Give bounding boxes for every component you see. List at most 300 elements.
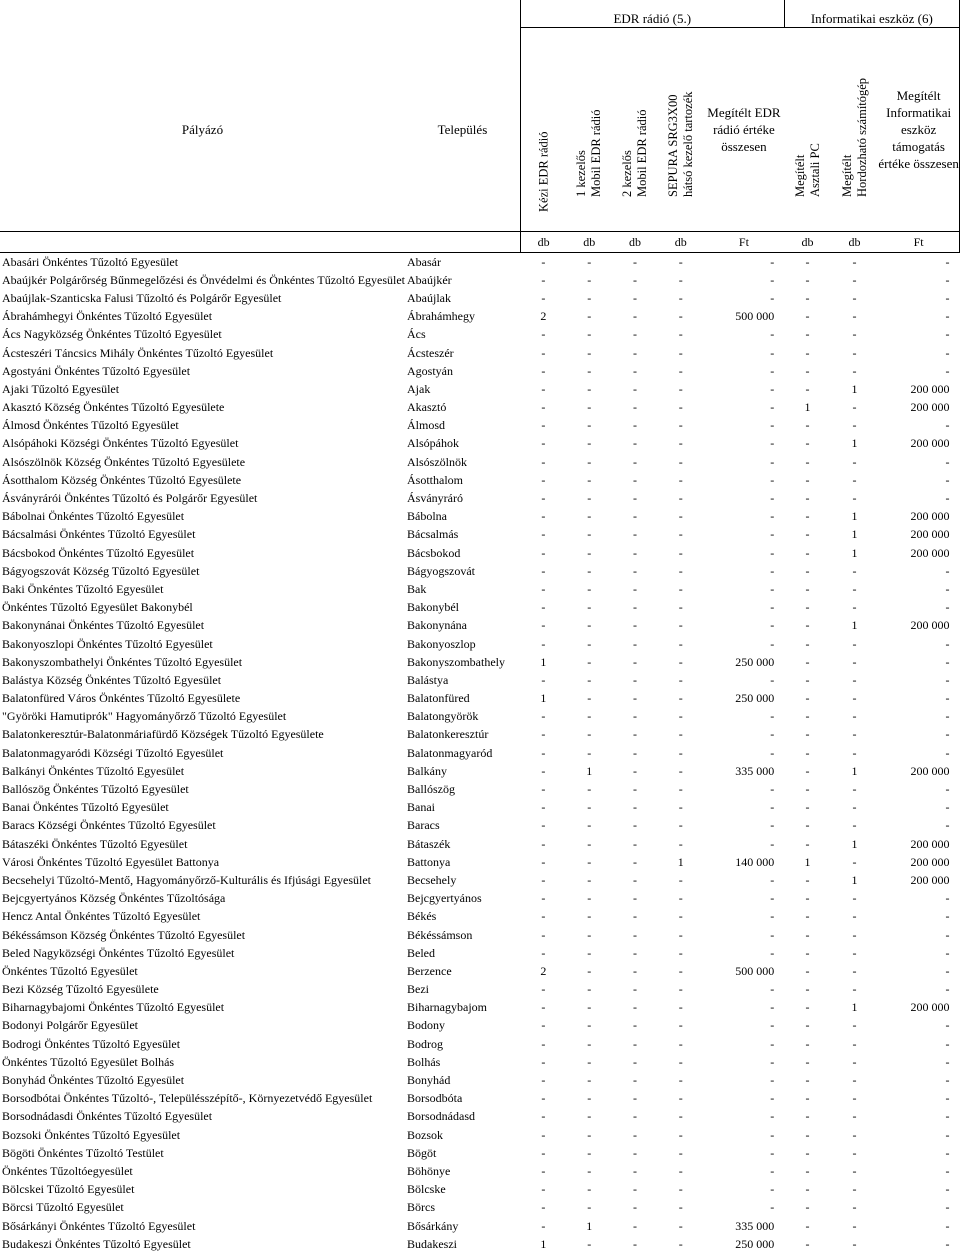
sepura-cell: - [678, 672, 683, 687]
settlement-cell: Békéssámson [407, 927, 473, 942]
desktop-pc-cell: - [805, 909, 810, 924]
handheld-edr-cell: - [541, 327, 546, 342]
table-row [0, 326, 960, 344]
mobile1-edr-cell: - [587, 909, 592, 924]
applicant-cell: Bölcskei Tűzoltó Egyesület [2, 1182, 135, 1197]
edr-total-cell: - [770, 1054, 775, 1069]
info-total-cell: - [945, 1109, 950, 1124]
laptop-cell: 1 [851, 381, 858, 396]
applicant-cell: Banai Önkéntes Tűzoltó Egyesület [2, 800, 169, 815]
edr-total-cell: - [770, 836, 775, 851]
settlement-cell: Bágyogszovát [407, 563, 476, 578]
desktop-pc-cell: - [805, 327, 810, 342]
desktop-pc-cell: - [805, 818, 810, 833]
mobile1-edr-cell: - [587, 800, 592, 815]
mobile2-edr-cell: - [632, 454, 637, 469]
desktop-pc-cell: - [805, 945, 810, 960]
applicant-cell: Börcsi Tűzoltó Egyesület [2, 1200, 124, 1215]
edr-total-cell: - [770, 872, 775, 887]
info-total-cell: 200 000 [910, 400, 950, 415]
sepura-cell: - [678, 1200, 683, 1215]
handheld-edr-cell: - [541, 1054, 546, 1069]
sepura-cell: - [678, 1182, 683, 1197]
table-row [0, 744, 960, 762]
laptop-cell: - [852, 491, 857, 506]
info-total-cell: - [945, 1163, 950, 1178]
mobile2-edr-cell: - [632, 727, 637, 742]
table-row [0, 1217, 960, 1235]
desktop-pc-cell: - [805, 454, 810, 469]
edr-total-cell: - [770, 1182, 775, 1197]
handheld-edr-cell: - [541, 982, 546, 997]
mobile2-edr-cell: - [632, 290, 637, 305]
sepura-cell: - [678, 927, 683, 942]
applicant-cell: Önkéntes Tűzoltó Egyesület Bolhás [2, 1054, 175, 1069]
edr-total-cell: - [770, 982, 775, 997]
sepura-cell: - [678, 891, 683, 906]
mobile1-edr-cell: - [587, 1145, 592, 1160]
applicant-cell: Agostyáni Önkéntes Tűzoltó Egyesület [2, 363, 191, 378]
desktop-pc-cell: - [805, 545, 810, 560]
laptop-cell: - [852, 1091, 857, 1106]
sepura-cell: - [678, 472, 683, 487]
laptop-cell: - [852, 945, 857, 960]
unit-row [0, 232, 960, 253]
desktop-pc-cell: - [805, 254, 810, 269]
mobile1-edr-cell: - [587, 381, 592, 396]
laptop-cell: 1 [851, 763, 858, 778]
mobile1-edr-cell: - [587, 691, 592, 706]
handheld-edr-cell: - [541, 1073, 546, 1088]
mobile1-edr-cell: - [587, 727, 592, 742]
laptop-cell: - [852, 1127, 857, 1142]
mobile2-edr-cell: - [632, 691, 637, 706]
laptop-cell: - [852, 1182, 857, 1197]
laptop-cell: - [852, 1073, 857, 1088]
applicant-cell: Bonyhád Önkéntes Tűzoltó Egyesület [2, 1073, 185, 1088]
mobile2-edr-cell: - [632, 891, 637, 906]
applicant-cell: Bácsalmási Önkéntes Tűzoltó Egyesület [2, 527, 196, 542]
edr-total-cell: - [770, 581, 775, 596]
info-total-cell: - [945, 472, 950, 487]
desktop-pc-cell: - [805, 763, 810, 778]
sepura-cell: - [678, 872, 683, 887]
table-row [0, 999, 960, 1017]
table-row [0, 1126, 960, 1144]
edr-total-cell: - [770, 1163, 775, 1178]
mobile1-edr-cell: 1 [586, 1218, 593, 1233]
info-total-cell: 200 000 [910, 836, 950, 851]
applicant-cell: Bejcgyertyános Község Önkéntes Tűzoltósága [2, 891, 226, 906]
handheld-edr-cell: - [541, 545, 546, 560]
table-row [0, 762, 960, 780]
sepura-cell: - [678, 800, 683, 815]
mobile1-edr-cell: - [587, 472, 592, 487]
edr-total-cell: - [770, 891, 775, 906]
desktop-pc-cell: - [805, 581, 810, 596]
settlement-cell: Borsodbóta [407, 1091, 463, 1106]
sepura-cell: - [678, 436, 683, 451]
applicant-cell: Baracs Községi Önkéntes Tűzoltó Egyesület [2, 818, 216, 833]
settlement-cell: Bakonybél [407, 600, 460, 615]
edr-total-cell: - [770, 909, 775, 924]
edr-total-cell: 335 000 [735, 763, 775, 778]
desktop-pc-cell: - [805, 418, 810, 433]
edr-total-cell: - [770, 1145, 775, 1160]
sepura-cell: - [678, 1018, 683, 1033]
applicant-cell: Ballószög Önkéntes Tűzoltó Egyesület [2, 782, 189, 797]
edr-total-cell: - [770, 545, 775, 560]
settlement-cell: Borsodnádasd [407, 1109, 476, 1124]
info-total-cell: - [945, 927, 950, 942]
mobile2-edr-cell: - [632, 1163, 637, 1178]
sepura-cell: - [678, 745, 683, 760]
mobile1-edr-cell: - [587, 818, 592, 833]
unit-cell: Ft [704, 232, 785, 253]
laptop-cell: - [852, 654, 857, 669]
mobile2-edr-cell: - [632, 1200, 637, 1215]
info-total-cell: - [945, 782, 950, 797]
applicant-cell: Önkéntes Tűzoltó Egyesület [2, 963, 138, 978]
handheld-edr-cell: - [541, 381, 546, 396]
mobile1-edr-cell: - [587, 400, 592, 415]
settlement-cell: Bak [407, 581, 427, 596]
sepura-cell: - [678, 1000, 683, 1015]
mobile2-edr-cell: - [632, 345, 637, 360]
settlement-cell: Bolhás [407, 1054, 441, 1069]
mobile2-edr-cell: - [632, 1018, 637, 1033]
sepura-cell: - [678, 327, 683, 342]
handheld-edr-cell: - [541, 509, 546, 524]
settlement-cell: Bejcgyertyános [407, 891, 482, 906]
table-body [0, 253, 960, 1254]
mobile1-edr-cell: 1 [586, 763, 593, 778]
mobile2-edr-cell: - [632, 418, 637, 433]
handheld-edr-cell: 1 [540, 1236, 547, 1251]
applicant-cell: Bábolnai Önkéntes Tűzoltó Egyesület [2, 509, 185, 524]
sepura-cell: - [678, 1145, 683, 1160]
desktop-pc-cell: - [805, 672, 810, 687]
laptop-cell: - [852, 254, 857, 269]
settlement-cell: Börcs [407, 1200, 436, 1215]
settlement-cell: Balatonmagyaród [407, 745, 493, 760]
mobile2-edr-cell: - [632, 1000, 637, 1015]
edr-total-cell: 500 000 [735, 963, 775, 978]
mobile1-edr-cell: - [587, 345, 592, 360]
sepura-cell: - [678, 363, 683, 378]
info-total-cell: 200 000 [910, 763, 950, 778]
mobile2-edr-cell: - [632, 381, 637, 396]
mobile2-edr-cell: - [632, 436, 637, 451]
table-row [0, 817, 960, 835]
sepura-cell: - [678, 982, 683, 997]
desktop-pc-cell: - [805, 1000, 810, 1015]
settlement-cell: Budakeszi [407, 1236, 458, 1251]
edr-total-cell: - [770, 327, 775, 342]
table-row [0, 926, 960, 944]
mobile1-edr-cell: - [587, 1182, 592, 1197]
desktop-pc-cell: - [805, 872, 810, 887]
edr-total-cell: - [770, 709, 775, 724]
mobile1-edr-cell: - [587, 1236, 592, 1251]
info-total-cell: - [945, 1127, 950, 1142]
info-total-cell: - [945, 1091, 950, 1106]
mobile2-edr-cell: - [632, 745, 637, 760]
table-row [0, 399, 960, 417]
info-total-cell: - [945, 909, 950, 924]
handheld-edr-cell: - [541, 763, 546, 778]
info-total-cell: - [945, 945, 950, 960]
mobile2-edr-cell: - [632, 963, 637, 978]
laptop-cell: - [852, 727, 857, 742]
info-total-cell: - [945, 1054, 950, 1069]
sepura-cell: - [678, 1091, 683, 1106]
desktop-pc-cell: - [805, 1091, 810, 1106]
sepura-cell: - [678, 1127, 683, 1142]
settlement-cell: Ásványráró [407, 491, 463, 506]
edr-total-cell: - [770, 600, 775, 615]
handheld-edr-cell: - [541, 672, 546, 687]
table-row [0, 962, 960, 980]
mobile1-edr-cell: - [587, 254, 592, 269]
mobile1-edr-cell: - [587, 491, 592, 506]
desktop-pc-cell: - [805, 436, 810, 451]
edr-total-cell: - [770, 636, 775, 651]
applicant-cell: Alsópáhoki Községi Önkéntes Tűzoltó Egyesület [2, 436, 239, 451]
table-row [0, 1181, 960, 1199]
settlement-cell: Battonya [407, 854, 451, 869]
table-row [0, 253, 960, 272]
desktop-pc-cell: - [805, 782, 810, 797]
settlement-cell: Bezi [407, 982, 430, 997]
table-row [0, 1053, 960, 1071]
mobile2-edr-cell: - [632, 782, 637, 797]
sepura-cell: 1 [677, 854, 684, 869]
edr-total-cell: - [770, 363, 775, 378]
laptop-cell: - [852, 563, 857, 578]
laptop-cell: - [852, 472, 857, 487]
applicant-cell: Becsehelyi Tűzoltó-Mentő, Hagyományőrző-Kulturális és Ifjúsági Egyesület [2, 872, 372, 887]
table-row [0, 471, 960, 489]
table-row [0, 890, 960, 908]
mobile1-edr-cell: - [587, 745, 592, 760]
handheld-edr-cell: - [541, 272, 546, 287]
mobile2-edr-cell: - [632, 836, 637, 851]
desktop-pc-cell: - [805, 691, 810, 706]
column-header-row [0, 28, 960, 232]
mobile2-edr-cell: - [632, 527, 637, 542]
table-row [0, 526, 960, 544]
mobile1-edr-cell: - [587, 945, 592, 960]
mobile1-edr-cell: - [587, 418, 592, 433]
handheld-edr-cell: - [541, 891, 546, 906]
handheld-edr-cell: - [541, 618, 546, 633]
desktop-pc-cell: - [805, 1182, 810, 1197]
handheld-edr-cell: - [541, 345, 546, 360]
edr-total-cell: - [770, 927, 775, 942]
handheld-edr-cell: - [541, 782, 546, 797]
applicant-cell: Városi Önkéntes Tűzoltó Egyesület Battonya [2, 854, 220, 869]
sepura-cell: - [678, 454, 683, 469]
laptop-cell: - [852, 927, 857, 942]
desktop-pc-cell: - [805, 527, 810, 542]
mobile1-edr-cell: - [587, 309, 592, 324]
edr-total-cell: - [770, 345, 775, 360]
mobile1-edr-cell: - [587, 545, 592, 560]
handheld-edr-cell: - [541, 563, 546, 578]
mobile2-edr-cell: - [632, 563, 637, 578]
desktop-pc-cell: - [805, 1073, 810, 1088]
desktop-pc-cell: - [805, 309, 810, 324]
sepura-cell: - [678, 381, 683, 396]
sepura-cell: - [678, 1036, 683, 1051]
mobile2-edr-cell: - [632, 1091, 637, 1106]
mobile1-edr-cell: - [587, 1018, 592, 1033]
info-total-cell: - [945, 800, 950, 815]
handheld-edr-cell: - [541, 472, 546, 487]
settlement-cell: Bakonyszombathely [407, 654, 505, 669]
table-row [0, 435, 960, 453]
handheld-edr-cell: - [541, 872, 546, 887]
sepura-cell: - [678, 709, 683, 724]
handheld-edr-cell: 1 [540, 691, 547, 706]
info-total-cell: 200 000 [910, 509, 950, 524]
settlement-cell: Ballószög [407, 782, 456, 797]
sepura-cell: - [678, 763, 683, 778]
mobile2-edr-cell: - [632, 1036, 637, 1051]
edr-total-cell: - [770, 618, 775, 633]
table-row [0, 653, 960, 671]
desktop-pc-cell: - [805, 1145, 810, 1160]
laptop-cell: - [852, 454, 857, 469]
handheld-edr-cell: - [541, 709, 546, 724]
sepura-cell: - [678, 545, 683, 560]
info-total-cell: - [945, 363, 950, 378]
unit-cell: db [612, 232, 658, 253]
laptop-cell: 1 [851, 1000, 858, 1015]
edr-total-cell: - [770, 1091, 775, 1106]
unit-cell: db [566, 232, 612, 253]
mobile1-edr-cell: - [587, 581, 592, 596]
edr-total-cell: - [770, 272, 775, 287]
settlement-cell: Bonyhád [407, 1073, 451, 1088]
edr-total-cell: 250 000 [735, 691, 775, 706]
edr-total-cell: - [770, 1127, 775, 1142]
sepura-cell: - [678, 309, 683, 324]
handheld-edr-cell: - [541, 945, 546, 960]
applicant-cell: Ács Nagyközség Önkéntes Tűzoltó Egyesület [2, 327, 222, 342]
info-total-cell: - [945, 418, 950, 433]
handheld-edr-cell: - [541, 727, 546, 742]
mobile1-edr-cell: - [587, 1163, 592, 1178]
unit-cell: db [831, 232, 878, 253]
settlement-cell: Alsópáhok [407, 436, 460, 451]
desktop-pc-cell: - [805, 1054, 810, 1069]
info-total-cell: - [945, 654, 950, 669]
laptop-cell: - [852, 418, 857, 433]
settlement-cell: Balatonfüred [407, 691, 470, 706]
edr-total-cell: - [770, 800, 775, 815]
info-total-cell: - [945, 254, 950, 269]
laptop-cell: 1 [851, 836, 858, 851]
applicant-cell: Békéssámson Község Önkéntes Tűzoltó Egyesület [2, 927, 246, 942]
mobile1-edr-cell: - [587, 272, 592, 287]
table-row [0, 1035, 960, 1053]
edr-total-cell: - [770, 472, 775, 487]
applicant-cell: Abasári Önkéntes Tűzoltó Egyesület [2, 254, 179, 269]
settlement-cell: Bábolna [407, 509, 448, 524]
edr-total-cell: - [770, 1073, 775, 1088]
desktop-pc-cell: - [805, 891, 810, 906]
settlement-cell: Balatongyörök [407, 709, 479, 724]
table-row [0, 726, 960, 744]
mobile2-edr-cell: - [632, 509, 637, 524]
edr-total-cell: - [770, 254, 775, 269]
desktop-pc-cell: - [805, 927, 810, 942]
handheld-edr-cell: - [541, 1109, 546, 1124]
mobile2-edr-cell: - [632, 709, 637, 724]
applicant-cell: Beled Nagyközségi Önkéntes Tűzoltó Egyesület [2, 945, 235, 960]
laptop-cell: - [852, 1218, 857, 1233]
sepura-cell: - [678, 400, 683, 415]
handheld-edr-cell: 2 [540, 309, 547, 324]
edr-total-cell: - [770, 1036, 775, 1051]
handheld-edr-cell: - [541, 836, 546, 851]
info-total-cell: 200 000 [910, 545, 950, 560]
mobile1-edr-cell: - [587, 1000, 592, 1015]
sepura-cell: - [678, 654, 683, 669]
laptop-cell: - [852, 1163, 857, 1178]
edr-total-cell: - [770, 727, 775, 742]
laptop-cell: - [852, 691, 857, 706]
table-row [0, 1162, 960, 1180]
applicant-cell: Balatonmagyaródi Községi Tűzoltó Egyesület [2, 745, 224, 760]
laptop-cell: - [852, 1145, 857, 1160]
handheld-edr-cell: - [541, 1127, 546, 1142]
applicant-cell: Ácsteszéri Táncsics Mihály Önkéntes Tűzoltó Egyesület [2, 345, 274, 360]
info-total-cell: - [945, 309, 950, 324]
settlement-cell: Ácsteszér [407, 345, 454, 360]
laptop-cell: 1 [851, 509, 858, 524]
desktop-pc-cell: - [805, 1218, 810, 1233]
edr-total-cell: - [770, 672, 775, 687]
edr-total-cell: - [770, 945, 775, 960]
info-group-header: Informatikai eszköz (6) [784, 0, 959, 28]
mobile2-edr-cell: - [632, 1218, 637, 1233]
mobile2-edr-cell: - [632, 491, 637, 506]
mobile1-edr-cell: - [587, 363, 592, 378]
desktop-pc-cell: - [805, 709, 810, 724]
laptop-cell: - [852, 854, 857, 869]
mobile1-edr-header: 1 kezelős Mobil EDR rádió [566, 28, 612, 232]
applicant-cell: Bősárkányi Önkéntes Tűzoltó Egyesület [2, 1218, 196, 1233]
mobile2-edr-cell: - [632, 982, 637, 997]
mobile2-edr-cell: - [632, 327, 637, 342]
info-total-cell: - [945, 327, 950, 342]
handheld-edr-cell: - [541, 818, 546, 833]
edr-total-cell: - [770, 818, 775, 833]
settlement-cell: Balástya [407, 672, 449, 687]
mobile1-edr-cell: - [587, 709, 592, 724]
applicant-cell: Abaújlak-Szanticska Falusi Tűzoltó és Polgárőr Egyesület [2, 290, 282, 305]
settlement-cell: Abasár [407, 254, 441, 269]
sepura-cell: - [678, 581, 683, 596]
edr-total-cell: - [770, 1000, 775, 1015]
mobile2-edr-cell: - [632, 872, 637, 887]
edr-total-header: Megítélt EDR rádió értéke összesen [704, 28, 785, 232]
mobile2-edr-cell: - [632, 254, 637, 269]
desktop-pc-cell: - [805, 636, 810, 651]
